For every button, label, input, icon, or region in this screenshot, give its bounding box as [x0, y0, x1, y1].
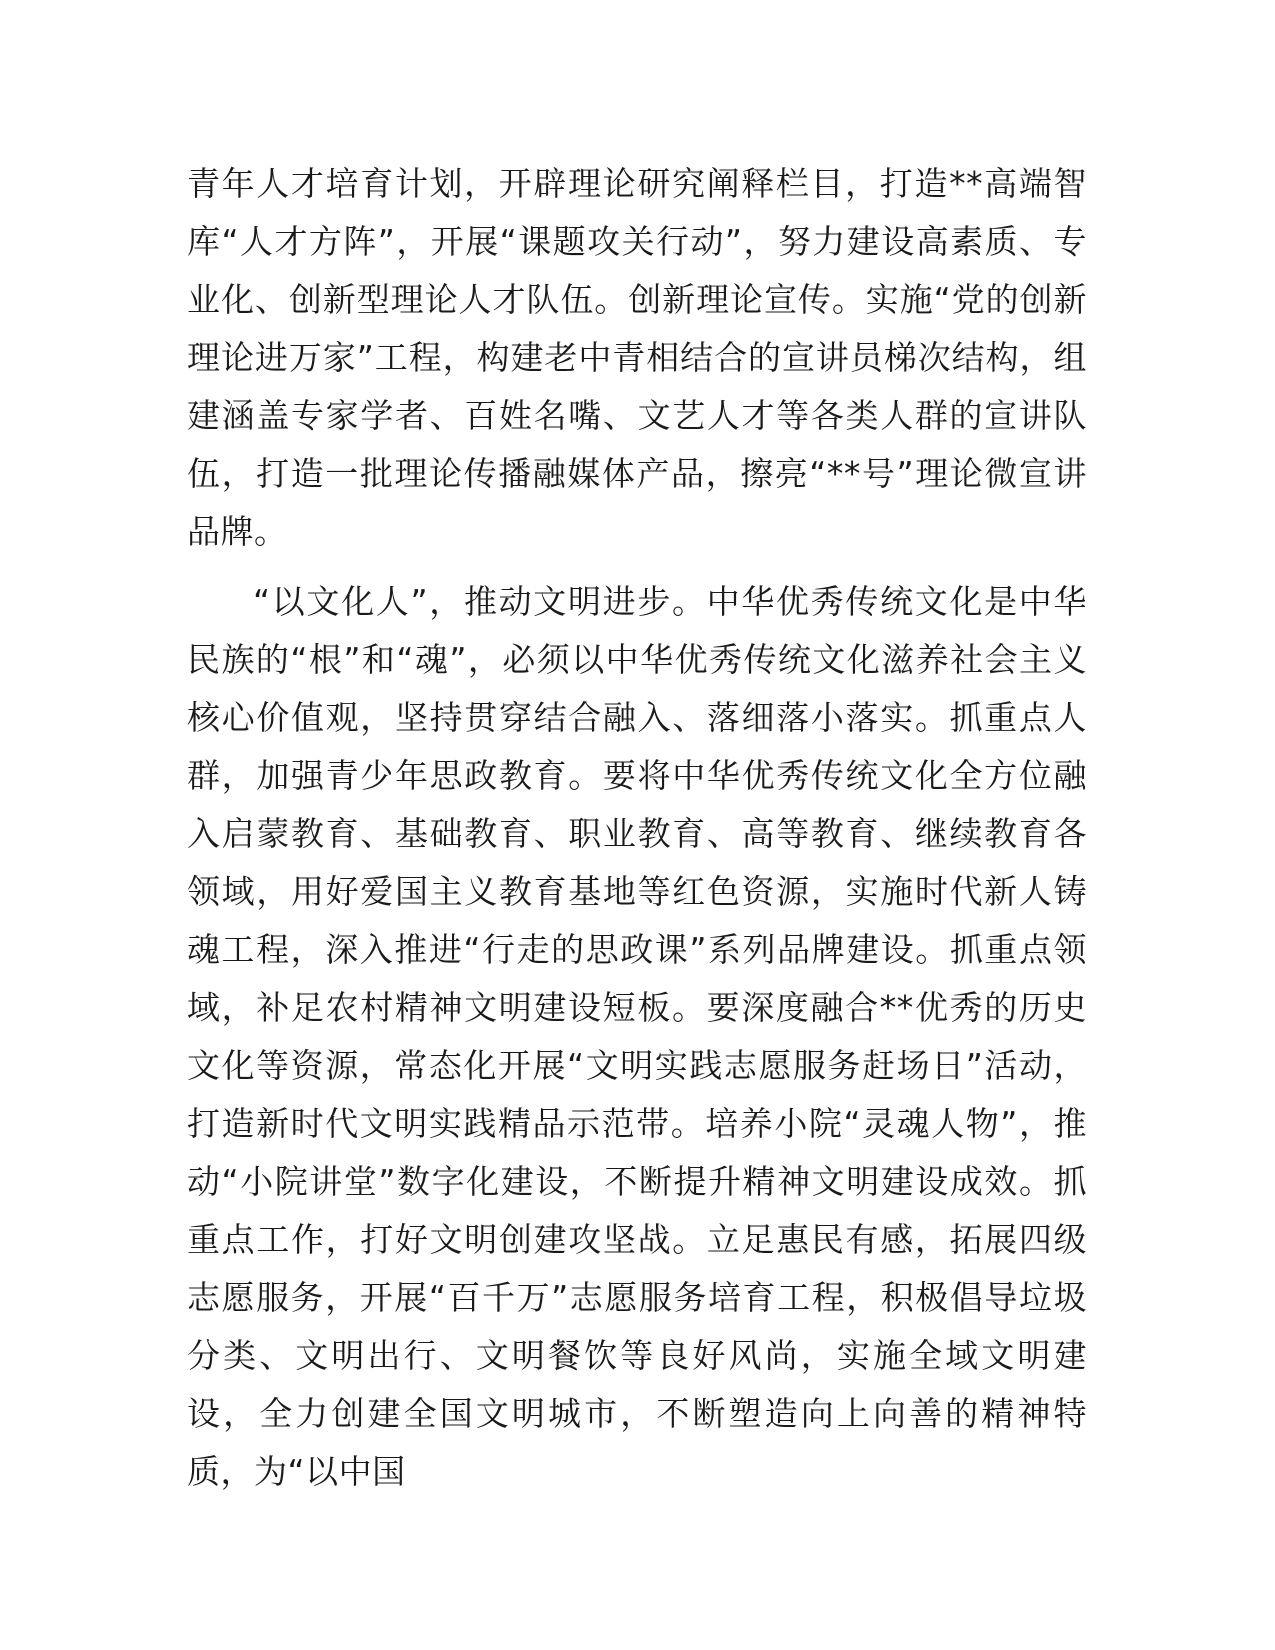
paragraph-continuation: 青年人才培育计划，开辟理论研究阐释栏目，打造**高端智库“人才方阵”，开展“课题攻关行动”，努力建设高素质、专业化、创新型理论人才队伍。创新理论宣传。实施“党的创新理论进万家”工程，构建老中青相结合的宣讲员梯次结构，组建涵盖专家学者、百姓名嘴、文艺人才等各类人群的宣讲队伍，打造一批理论传播融媒体产品，擦亮“**号”理论微宣讲品牌。	[187, 164, 1087, 551]
document-body	[187, 155, 1087, 1501]
paragraph-culture: “以文化人”，推动文明进步。中华优秀传统文化是中华民族的“根”和“魂”，必须以中华优秀传统文化滋养社会主义核心价值观，坚持贯穿结合融入、落细落小落实。抓重点人群，加强青少年思政教育。要将中华优秀传统文化全方位融入启蒙教育、基础教育、职业教育、高等教育、继续教育各领域，用好爱国主义教育基地等红色资源，实施时代新人铸魂工程，深入推进“行走的思政课”系列品牌建设。抓重点领域，补足农村精神文明建设短板。要深度融合**优秀的历史文化等资源，常态化开展“文明实践志愿服务赶场日”活动，打造新时代文明实践精品示范带。培养小院“灵魂人物”，推动“小院讲堂”数字化建设，不断提升精神文明建设成效。抓重点工作，打好文明创建攻坚战。立足惠民有感，拓展四级志愿服务，开展“百千万”志愿服务培育工程，积极倡导垃圾分类、文明出行、文明餐饮等良好风尚，实施全域文明建设，全力创建全国文明城市，不断塑造向上向善的精神特质，为“以中国	[187, 582, 1087, 1491]
